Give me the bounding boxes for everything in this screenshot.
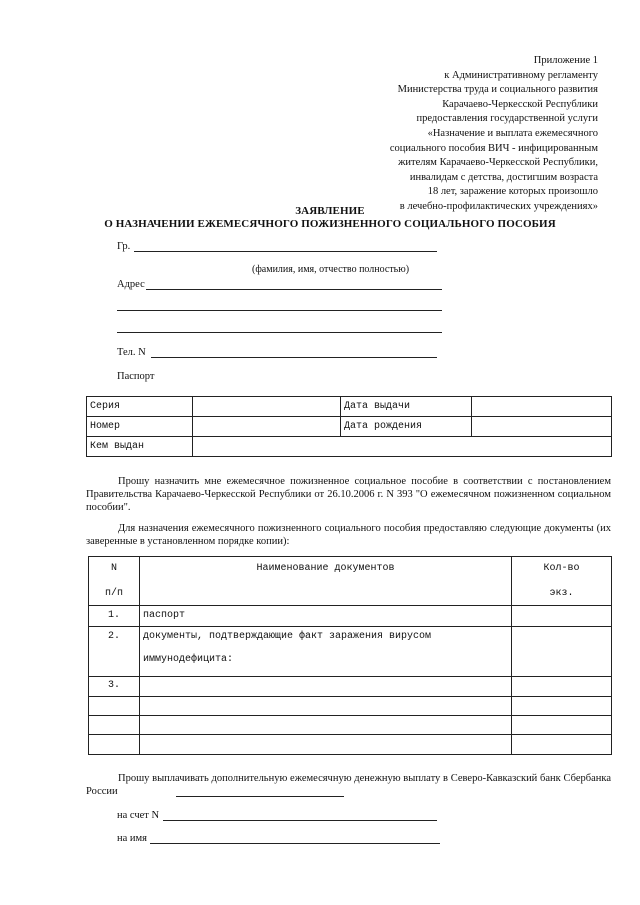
row-5-qty-field[interactable]: [512, 716, 612, 735]
header-name-cell: Наименование документов: [140, 557, 512, 606]
row-5-name-field[interactable]: [140, 716, 512, 735]
passport-number-field[interactable]: [193, 417, 341, 437]
appendix-line: 18 лет, заражение которых произошло: [427, 186, 598, 198]
passport-issued-by-label: Кем выдан: [87, 437, 193, 457]
document-subtitle: О НАЗНАЧЕНИИ ЕЖЕМЕСЯЧНОГО ПОЖИЗНЕННОГО СОЦИАЛЬНОГО ПОСОБИЯ: [104, 218, 556, 230]
appendix-line: инвалидам с детства, достигшим возраста: [409, 171, 598, 183]
row-1-number: 1.: [89, 606, 140, 627]
row-6-qty-field[interactable]: [512, 735, 612, 755]
row-1-name: паспорт: [140, 606, 512, 627]
row-2-name-line-1: документы, подтверждающие факт заражения вирусом: [143, 631, 432, 642]
appendix-line: Приложение 1: [533, 55, 598, 66]
appendix-line: «Назначение и выплата ежемесячного: [427, 127, 598, 139]
row-3-number: 3.: [89, 677, 140, 697]
passport-birth-date-field[interactable]: [472, 417, 612, 437]
row-2-name-line-2: иммунодефицита:: [143, 654, 234, 665]
appendix-line: предоставления государственной услуги: [416, 113, 598, 125]
citizen-label: Гр.: [117, 241, 131, 252]
row-6-number-field[interactable]: [89, 735, 140, 755]
header-number-cell: [89, 557, 140, 606]
passport-table: [86, 396, 612, 457]
row-4-name-field[interactable]: [140, 697, 512, 716]
row-1-qty-field[interactable]: [512, 606, 612, 627]
phone-field[interactable]: [151, 357, 437, 358]
name-caption: (фамилия, имя, отчество полностью): [252, 264, 410, 275]
documents-table: [88, 556, 612, 755]
header-qty-cell: [512, 557, 612, 606]
passport-issued-by-field[interactable]: [193, 437, 612, 457]
row-3-name-field[interactable]: [140, 677, 512, 697]
row-3-qty-field[interactable]: [512, 677, 612, 697]
passport-series-label: Серия: [87, 397, 193, 417]
row-2-qty-field[interactable]: [512, 627, 612, 677]
passport-label: Паспорт: [117, 371, 155, 382]
appendix-header: [268, 54, 598, 215]
passport-birth-date-label: Дата рождения: [341, 417, 472, 437]
passport-issue-date-label: Дата выдачи: [341, 397, 472, 417]
row-2-name-cell: [140, 627, 512, 677]
address-field-line-1[interactable]: [146, 289, 442, 290]
request-paragraph: Прошу назначить мне ежемесячное пожизненное социальное пособие в соответствии с постановлением Правительства Карачаево-Черкесской Республики от 26.10.2006 г. N 393 "О ежемесячном пожизненном социальном пособии".: [86, 476, 611, 513]
row-4-qty-field[interactable]: [512, 697, 612, 716]
citizen-name-field[interactable]: [134, 251, 437, 252]
address-field-line-3[interactable]: [117, 332, 442, 333]
appendix-line: к Административному регламенту: [444, 69, 598, 81]
appendix-line: Министерства труда и социального развития: [397, 84, 598, 96]
document-title: ЗАЯВЛЕНИЕ: [295, 205, 365, 217]
address-label: Адрес: [117, 279, 145, 290]
payment-request-paragraph: Прошу выплачивать дополнительную ежемесячную денежную выплату в Северо-Кавказский банк Сбербанка России: [86, 773, 611, 797]
header-qty-top: Кол-во: [543, 563, 580, 574]
appendix-line: в лечебно-профилактических учреждениях»: [399, 200, 598, 212]
bank-branch-field[interactable]: [176, 796, 344, 797]
account-holder-label: на имя: [117, 833, 147, 844]
passport-series-field[interactable]: [193, 397, 341, 417]
header-number-bottom: п/п: [104, 588, 123, 599]
row-2-number: 2.: [89, 627, 140, 677]
account-label: на счет N: [117, 810, 160, 821]
address-field-line-2[interactable]: [117, 310, 442, 311]
appendix-line: Карачаево-Черкесской Республики: [442, 98, 598, 110]
account-holder-field[interactable]: [150, 843, 440, 844]
appendix-line: жителям Карачаево-Черкесской Республики,: [398, 157, 598, 169]
header-qty-bottom: экз.: [549, 588, 574, 599]
documents-intro-paragraph: Для назначения ежемесячного пожизненного социального пособия предоставляю следующие документы (их заверенные в установленном порядке копии):: [86, 523, 611, 547]
passport-issue-date-field[interactable]: [472, 397, 612, 417]
phone-label: Тел. N: [117, 347, 146, 358]
passport-number-label: Номер: [87, 417, 193, 437]
appendix-line: социального пособия ВИЧ - инфицированным: [389, 142, 598, 154]
header-number-top: N: [110, 563, 117, 574]
account-number-field[interactable]: [163, 820, 437, 821]
row-5-number-field[interactable]: [89, 716, 140, 735]
row-6-name-field[interactable]: [140, 735, 512, 755]
row-4-number-field[interactable]: [89, 697, 140, 716]
